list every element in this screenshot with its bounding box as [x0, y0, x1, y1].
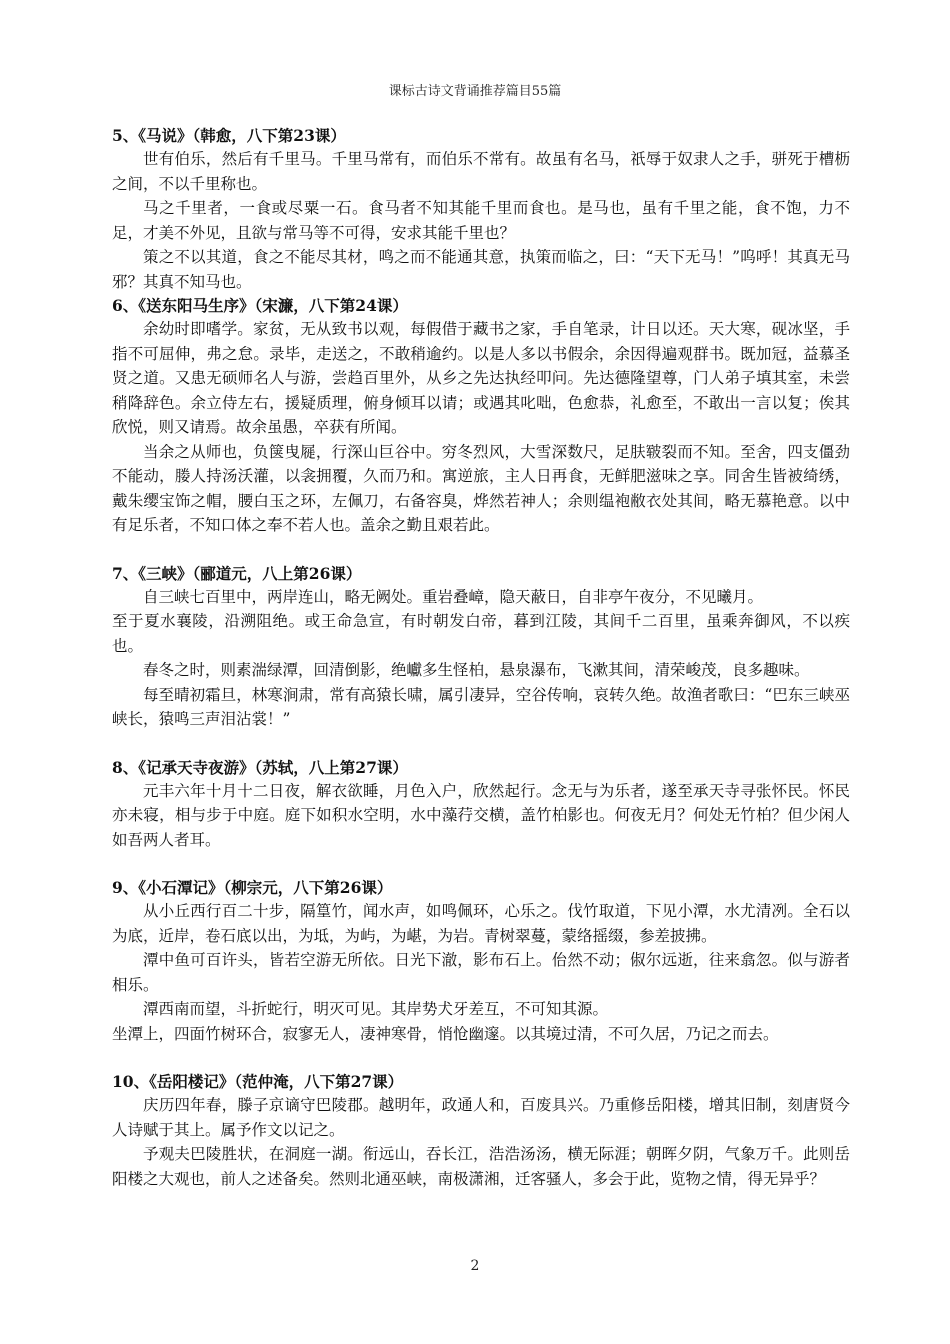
section-spacer	[112, 538, 850, 562]
section-heading: 8、《记承天寺夜游》（苏轼，八上第27课）	[112, 757, 408, 777]
section-heading: 7、《三峡》（郦道元，八上第26课）	[112, 563, 362, 583]
section-heading: 10、《岳阳楼记》（范仲淹，八下第27课）	[112, 1072, 404, 1091]
section-spacer	[112, 1046, 850, 1070]
paragraph: 春冬之时，则素湍绿潭，回清倒影，绝巘多生怪柏，悬泉瀑布，飞漱其间，清荣峻茂，良多趣味。	[143, 661, 810, 679]
document-body	[112, 124, 850, 1191]
section-heading: 9、《小石潭记》（柳宗元，八下第26课）	[112, 878, 393, 897]
section-spacer	[112, 852, 850, 876]
paragraph: 马之千里者，一食或尽粟一石。食马者不知其能千里而食也。是马也，虽有千里之能，食不饱，力不足，才美不外见，且欲与常马等不可得，安求其能千里也？	[112, 199, 850, 242]
paragraph: 策之不以其道，食之不能尽其材，鸣之而不能通其意，执策而临之，曰：“天下无马！”呜呼！其真无马邪？其真不知马也。	[112, 248, 850, 291]
paragraph: 自三峡七百里中，两岸连山，略无阙处。重岩叠嶂，隐天蔽日，自非亭午夜分，不见曦月。	[143, 587, 764, 606]
section-heading: 5、《马说》（韩愈，八下第23课）	[112, 126, 346, 145]
paragraph: 潭西南而望，斗折蛇行，明灭可见。其岸势犬牙差互，不可知其源。	[143, 1000, 609, 1018]
section-cheng-tian-si	[112, 756, 850, 853]
paragraph: 潭中鱼可百许头，皆若空游无所依。日光下澈，影布石上。佁然不动；俶尔远逝，往来翕忽。似与游者相乐。	[112, 951, 850, 994]
section-song-dongyang	[112, 294, 850, 538]
paragraph: 坐潭上，四面竹树环合，寂寥无人，凄神寒骨，悄怆幽邃。以其境过清，不可久居，乃记之而去。	[112, 1024, 779, 1043]
paragraph: 当余之从师也，负箧曳屣，行深山巨谷中。穷冬烈风，大雪深数尺，足肤皲裂而不知。至舍，四支僵劲不能动，媵人持汤沃灌，以衾拥覆，久而乃和。寓逆旅，主人日再食，无鲜肥滋味之享。同舍生皆被绮绣，戴朱缨宝饰之帽，腰白玉之环，左佩刀，右备容臭，烨然若神人；余则缊袍敝衣处其间，略无慕艳意。以中有足乐者，不知口体之奉不若人也。盖余之勤且艰若此。	[112, 442, 850, 534]
section-spacer	[112, 732, 850, 756]
paragraph: 余幼时即嗜学。家贫，无从致书以观，每假借于藏书之家，手自笔录，计日以还。天大寒，砚冰坚，手指不可屈伸，弗之怠。录毕，走送之，不敢稍逾约。以是人多以书假余，余因得遍观群书。既加冠，益慕圣贤之道。又患无硕师名人与游，尝趋百里外，从乡之先达执经叩问。先达德隆望尊，门人弟子填其室，未尝稍降辞色。余立侍左右，援疑质理，俯身倾耳以请；或遇其叱咄，色愈恭，礼愈至，不敢出一言以复；俟其欣悦，则又请焉。故余虽愚，卒获有所闻。	[112, 320, 850, 436]
page-header: 课标古诗文背诵推荐篇目55篇	[388, 84, 562, 99]
paragraph: 元丰六年十月十二日夜，解衣欲睡，月色入户，欣然起行。念无与为乐者，遂至承天寺寻张怀民。怀民亦未寝，相与步于中庭。庭下如积水空明，水中藻荇交横，盖竹柏影也。何夜无月？何处无竹柏？但少闲人如吾两人者耳。	[112, 781, 850, 849]
page-number: 2	[470, 1258, 480, 1274]
paragraph: 从小丘西行百二十步，隔篁竹，闻水声，如鸣佩环，心乐之。伐竹取道，下见小潭，水尤清冽。全石以为底，近岸，卷石底以出，为坻，为屿，为嵁，为岩。青树翠蔓，蒙络摇缀，参差披拂。	[112, 902, 850, 945]
paragraph: 庆历四年春，滕子京谪守巴陵郡。越明年，政通人和，百废具兴。乃重修岳阳楼，增其旧制，刻唐贤今人诗赋于其上。属予作文以记之。	[112, 1096, 850, 1139]
paragraph: 至于夏水襄陵，沿溯阻绝。或王命急宣，有时朝发白帝，暮到江陵，其间千二百里，虽乘奔御风，不以疾也。	[112, 612, 850, 655]
section-heading: 6、《送东阳马生序》（宋濂，八下第24课）	[112, 296, 408, 315]
section-ma-shuo	[112, 124, 850, 294]
section-xiao-shi-tan	[112, 876, 850, 1046]
section-yue-yang-lou	[112, 1070, 850, 1191]
paragraph: 世有伯乐，然后有千里马。千里马常有，而伯乐不常有。故虽有名马，祇辱于奴隶人之手，骈死于槽枥之间，不以千里称也。	[112, 150, 850, 193]
paragraph: 每至晴初霜旦，林寒涧肃，常有高猿长啸，属引凄异，空谷传响，哀转久绝。故渔者歌曰：“巴东三峡巫峡长，猿鸣三声泪沾裳！”	[112, 685, 850, 728]
section-san-xia	[112, 562, 850, 732]
paragraph: 予观夫巴陵胜状，在洞庭一湖。衔远山，吞长江，浩浩汤汤，横无际涯；朝晖夕阴，气象万千。此则岳阳楼之大观也，前人之述备矣。然则北通巫峡，南极潇湘，迁客骚人，多会于此，览物之情，得无异乎？	[112, 1145, 850, 1188]
